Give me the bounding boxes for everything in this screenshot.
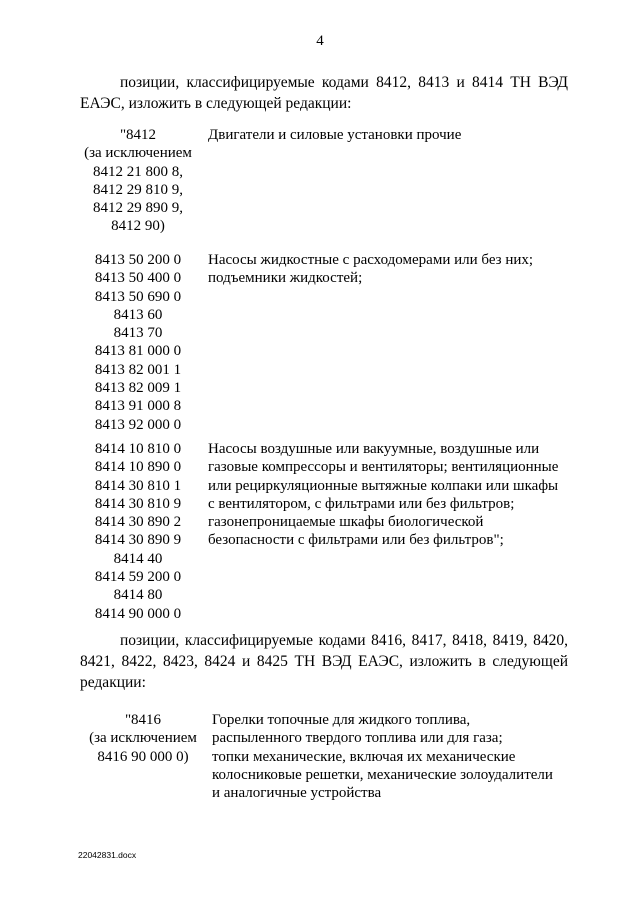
code-line: 8413 50 200 0: [94, 252, 182, 268]
description-line: и аналогичные устройства: [212, 785, 382, 802]
paragraph-intro-2: позиции, классифицируемые кодами 8416, 8417, 8418, 8419, 8420, 8421, 8422, 8423, 8424 и 8425 ТН ВЭД ЕАЭС, изложить в следующей редакции:: [80, 632, 568, 691]
description-line: колосниковые решетки, механические золоудалители: [212, 766, 553, 783]
description-line: Горелки топочные для жидкого топлива,: [212, 712, 471, 728]
code-line: 8414 30 810 1: [94, 477, 182, 494]
description-line: подъемники жидкостей;: [208, 270, 363, 287]
page-number: 4: [316, 33, 324, 49]
code-line: 8413 82 001 1: [94, 361, 182, 378]
code-line: 8413 70: [113, 325, 163, 342]
code-line: 8412 90): [111, 218, 165, 235]
code-line: 8412 21 800 8,: [93, 163, 183, 180]
code-line: 8413 50 690 0: [94, 288, 182, 305]
footer-filename: 22042831.docx: [78, 850, 137, 860]
code-line: 8414 30 890 2: [94, 514, 182, 531]
description-line: газонепроницаемые шкафы биологической: [208, 514, 484, 531]
description-line: безопасности с фильтрами или без фильтров";: [208, 532, 504, 549]
description-line: или рециркуляционные вытяжные колпаки или шкафы: [208, 477, 559, 494]
code-line: 8414 10 890 0: [94, 459, 182, 476]
description-line: Двигатели и силовые установки прочие: [208, 127, 462, 143]
description-line: с вентилятором, с фильтрами или без фильтров;: [208, 495, 515, 512]
description-8414: [208, 440, 558, 550]
code-line: 8412 29 890 9,: [93, 200, 183, 217]
code-line: (за исключением: [84, 145, 192, 162]
code-line: 8413 82 009 1: [94, 380, 182, 397]
code-line: 8414 59 200 0: [94, 569, 182, 586]
description-8416: [212, 711, 553, 802]
description-line: распыленного твердого топлива или для газа;: [212, 730, 503, 747]
code-line: "8416: [124, 712, 162, 728]
code-line: 8414 40: [113, 550, 163, 567]
paragraph-intro-1: позиции, классифицируемые кодами 8412, 8413 и 8414 ТН ВЭД ЕАЭС, изложить в следующей редакции:: [80, 74, 568, 112]
code-line: 8413 91 000 8: [94, 398, 182, 415]
code-line: 8413 92 000 0: [94, 416, 182, 433]
code-list-8414: [78, 440, 198, 623]
description-line: топки механические, включая их механические: [212, 748, 516, 765]
description-8413: [208, 251, 533, 288]
code-line: 8414 30 810 9: [94, 495, 182, 512]
code-list-8413: [78, 251, 198, 434]
code-line: 8413 60: [113, 306, 163, 323]
code-line: 8414 90 000 0: [94, 605, 182, 622]
description-line: Насосы жидкостные с расходомерами или без них;: [208, 252, 534, 268]
code-line: 8413 81 000 0: [94, 343, 182, 360]
code-line: (за исключением: [89, 730, 197, 747]
code-line: "8412: [119, 127, 157, 143]
code-list-8412: [78, 126, 198, 236]
code-line: 8416 90 000 0): [97, 748, 189, 765]
code-line: 8412 29 810 9,: [93, 181, 183, 198]
description-8412: [208, 126, 461, 144]
code-line: 8414 30 890 9: [94, 532, 182, 549]
description-line: Насосы воздушные или вакуумные, воздушные или: [208, 441, 540, 457]
code-line: 8414 80: [113, 587, 163, 604]
code-line: 8414 10 810 0: [94, 441, 182, 457]
code-line: 8413 50 400 0: [94, 270, 182, 287]
description-line: газовые компрессоры и вентиляторы; вентиляционные: [208, 459, 559, 476]
code-list-8416: [80, 711, 206, 766]
